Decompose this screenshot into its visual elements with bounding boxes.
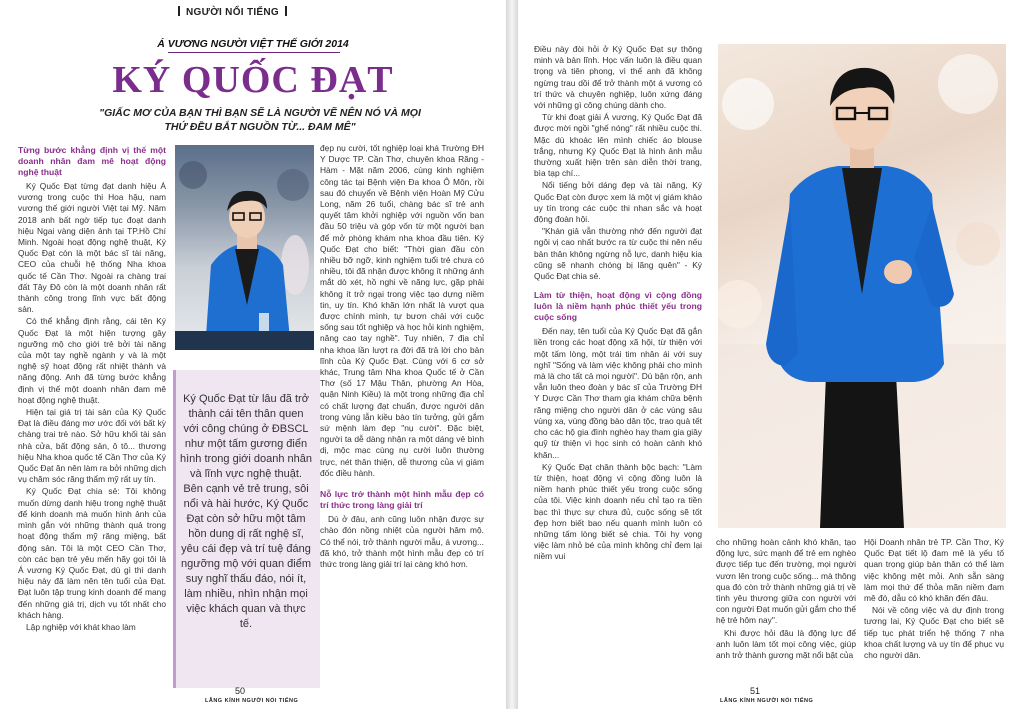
portrait-illustration <box>175 145 314 350</box>
tag-bar <box>285 6 287 16</box>
headline: KÝ QUỐC ĐẠT <box>112 59 394 101</box>
portrait-illustration <box>718 44 1006 528</box>
paragraph: Ký Quốc Đạt chân thành bộc bạch: "Làm từ thiện, hoạt động vì cộng đồng luôn là niềm hạnh phúc thiết yếu trong cuộc sống của tôi. Việc kinh doanh nếu chỉ tạo ra tiền bạc thì thực sự chưa đủ, cuộc sống sẽ tốt đẹp hơn biết bao nếu quanh mình luôn có những tấm lòng biết sẻ chia. Tôi hy vọng việc làm nhỏ bé của mình không chỉ đem lại niềm vui <box>534 461 702 562</box>
right-column-2 <box>716 537 856 662</box>
paragraph: cho những hoàn cảnh khó khăn, tạo động lực, sức mạnh để trẻ em nghèo được tiếp tục đến trường, mọi người vươn lên trong cuộc sống... mà thông qua đó còn trở thành những giá trị về tình yêu thương giữa con người với con người Đạt muốn gửi gắm cho thế hệ trẻ hôm nay". <box>716 537 856 626</box>
paragraph: Ký Quốc Đạt chia sẻ: Tôi không muốn dừng danh hiệu trong nghệ thuật để kinh doanh mà muốn hình ảnh của mình gắn với những thành quả trong hoạt động thẩm mỹ răng miệng, bất động sản. Tôi là một CEO Cần Thơ, còn các bạn trẻ yêu mến hãy gọi tôi là Á vương Ký Quốc Đạt, dù gì thì danh hiệu này đã làm nên tên tuổi của Đạt. Đạt luôn tập trung kinh doanh để mang đến những giá trị, dịch vụ tốt nhất cho khách hàng. <box>18 486 166 620</box>
section-tag <box>172 6 293 18</box>
subhead: "GIẤC MƠ CỦA BẠN THÌ BẠN SẼ LÀ NGƯỜI VẼ NÊN NÓ VÀ MỌI THỨ ĐỀU BẮT NGUỒN TỪ... ĐAM MÊ" <box>99 107 421 133</box>
kicker: Á VƯƠNG NGƯỜI VIỆT THẾ GIỚI 2014 <box>157 38 349 50</box>
left-column-3 <box>320 143 484 571</box>
section-heading: Nỗ lực trở thành một hình mẫu đẹp có trí thức trong làng giải trí <box>320 489 484 511</box>
paragraph: Ký Quốc Đạt từng đạt danh hiệu Á vương trong cuộc thi Hoa hậu, nam vương thế giới người Việt tại Mỹ. Năm 2018 anh bất ngờ tiếp tục đoạt danh hiệu Ngai vàng diện ảnh tại TP.Hồ Chí Minh. Ngoài hoạt động nghệ thuật, Ký Quốc Đạt còn là một bác sĩ tài năng, CEO của chuỗi hệ thống Nha khoa quốc tế Cần Thơ. Ngoài ra chàng trai đất Tây Đô còn là một doanh nhân rất thành công trong lĩnh vực bất động sản. <box>18 181 166 315</box>
footer-brand: LĂNG KÍNH NGƯỜI NỔI TIẾNG <box>205 698 299 704</box>
left-column-1 <box>18 143 166 634</box>
paragraph: Nói về công việc và dự định trong tương lai, Ký Quốc Đạt cho biết sẽ tiếp tục phát triển hệ thống 7 nha khoa chất lượng và uy tín để phục vụ cho người dân. <box>864 605 1004 661</box>
paragraph: Có thể khẳng định rằng, cái tên Ký Quốc Đạt là một hiện tượng gây ngưỡng mộ cho giới trẻ bởi tài năng của một tay nghề ngành y và là một nghệ sỹ hoạt động rất nhiệt thành và năng động. Anh đã từng bước khẳng định vị thế một doanh nhân đam mê hoạt động nghệ thuật. <box>18 316 166 405</box>
footer-brand: LĂNG KÍNH NGƯỜI NỔI TIẾNG <box>720 698 814 704</box>
kicker-rule <box>168 52 340 53</box>
right-column-1 <box>534 44 702 564</box>
portrait-photo-standing <box>718 44 1006 528</box>
paragraph: Điều này đòi hỏi ở Ký Quốc Đạt sự thông minh và bản lĩnh. Học vấn luôn là điều quan trọng và tiên phong, vì thế anh đã không ngừng trau dồi để trở thành một á vương có trí thức và chuyên nghiệp, luôn xứng đáng với những gì công chúng dành cho. <box>534 44 702 111</box>
portrait-photo-seated <box>175 145 314 350</box>
paragraph: Hiện tại giá trị tài sản của Ký Quốc Đạt là điều đáng mơ ước đối với bất kỳ chàng trai trẻ nào. Sở hữu khối tài sản nhà cửa, bất động sản, ô tô... thương hiệu Nha khoa quốc tế Cần Thơ của Ký Quốc Đạt ăn nên làm ra bởi những dịch vụ chăm sóc răng thẩm mỹ rất uy tín. <box>18 407 166 485</box>
page-number: 50 <box>235 686 246 696</box>
section-heading: Từng bước khẳng định vị thế một doanh nhân đam mê hoạt động nghệ thuật <box>18 145 166 177</box>
tag-bar <box>178 6 180 16</box>
gutter <box>506 0 518 709</box>
paragraph: "Khán giả vẫn thường nhớ đến người đạt ngôi vị cao nhất bước ra từ cuộc thi nên nếu bản thân không ngừng nỗ lực, danh hiệu kia cũng sẽ nhanh chóng bị lãng quên" - Ký Quốc Đạt chia sẻ. <box>534 226 702 282</box>
section-tag-label: NGƯỜI NỔI TIẾNG <box>186 7 279 18</box>
pull-quote: Ký Quốc Đạt từ lâu đã trở thành cái tên thân quen với công chúng ở ĐBSCL như một tấm gương điển hình trong giới doanh nhân và lĩnh vực nghệ thuật. Bên cạnh vẻ trẻ trung, sôi nổi và hài hước, Ký Quốc Đạt còn sở hữu một tâm hồn dung dị rất nghệ sĩ, yêu cái đẹp và trí tuệ đáng ngưỡng mộ với quan điểm suy nghĩ thấu đáo, nói ít, làm nhiều, nhìn nhận mọi việc khách quan và thực tế. <box>180 393 312 630</box>
paragraph: đẹp nụ cười, tốt nghiệp loại khá Trường ĐH Y Dược TP. Cần Thơ, chuyên khoa Răng - Hàm - Mặt năm 2006, cùng kinh nghiệm công tác tại Bệnh viện Đa khoa Ô Môn, rồi sau đó chuyển về Bệnh viện Hoàn Mỹ Cửu Long, năm 26 tuổi, chàng bác sĩ trẻ anh quyết tâm khởi nghiệp với nguồn vốn ban đầu 50 triệu và góp vốn từ một người bạn để mở phòng khám nha khoa đầu tiên. Ký Quốc Đạt cho biết: "Thời gian đầu còn nhiều bỡ ngỡ, kinh nghiệm tuổi trẻ chưa có nhiều, tôi đã nhận được không ít những ánh mắt dò xét, hồ nghi về năng lực, gặp phải không ít trở ngại trong việc tạo dựng niềm tin, uy tín. Khó khăn lớn nhất là vượt qua được chính mình, tự bươn chải với cuộc sống sau tốt nghiệp và học hỏi kinh nghiệm, năng cao tay nghề". Tuy nhiên, 7 địa chỉ nha khoa lần lượt ra đời đã trả lời cho bản lĩnh của Ký Quốc Đạt. Cùng với 6 cơ sở khác, Trung tâm Nha khoa Quốc tế ở Cần Thơ (số 17 Mậu Thân, phường An Hòa, quận Ninh Kiều) là một trong những địa chỉ có chất lượng đạt chuẩn, được người dân trong vùng lẫn kiều bào tín tưởng, gửi gắm sứ mệnh làm đẹp "nụ cười". Đặc biệt, người ta dễ dàng nhận ra một dáng vẻ bình dị, mộc mạc cùng nụ cười luôn thường trực, nét thân thiện, dễ thương của vị giám đốc điều hành. <box>320 143 484 478</box>
paragraph: Từ khi đoạt giải Á vương, Ký Quốc Đạt đã được mời ngồi "ghế nóng" rất nhiều cuộc thi. Mặc dù khoác lên mình chiếc áo blouse trắng, nhưng Ký Quốc Đạt là hình ảnh mẫu thường xuất hiện trên sàn diễn thời trang, bìa tạp chí... <box>534 112 702 179</box>
section-heading: Làm từ thiện, hoạt động vì cộng đồng luôn là niềm hạnh phúc thiết yếu trong cuộc sống <box>534 290 702 323</box>
paragraph: Hội Doanh nhân trẻ TP. Cần Thơ, Ký Quốc Đạt tiết lộ đam mê là yếu tố quan trọng giúp bản thân có thể làm việc không mệt mỏi. Anh sẵn sàng làm mọi thứ để thỏa mãn niềm đam mê đó, dẫu có khó khăn đến đâu. <box>864 537 1004 604</box>
paragraph: Lập nghiệp với khát khao làm <box>26 621 136 632</box>
paragraph: Nổi tiếng bởi dáng đẹp và tài năng, Ký Quốc Đạt còn được xem là một vị giám khảo uy tín trong các cuộc thi nhan sắc và hoạt động đoàn hội. <box>534 180 702 225</box>
paragraph: Dù ở đâu, anh cũng luôn nhận được sự chào đón nồng nhiệt của người hâm mộ. Có thể nói, trở thành người mẫu, á vương... đã khó, trở thành một hình mẫu đẹp có trí thức trong làng giải trí lại càng khó hơn. <box>320 514 484 569</box>
paragraph: Đến nay, tên tuổi của Ký Quốc Đạt đã gắn liền trong các hoạt động xã hội, từ thiện với một tấm lòng, một trái tim nhân ái với suy nghĩ "Sống và làm việc không phải cho mình mà là cho tất cả mọi người". Dù bận rộn, anh vẫn luôn theo đoàn y bác sĩ của Trường ĐH Y Dược Cần Thơ tham gia khám chữa bệnh răng miệng cho người dân ở các vùng sâu vùng xa, vùng đồng bào dân tộc, trao quà tết cho các hộ gia đình nghèo hay tham gia giây quỹ từ thiện vì học sinh có hoàn cảnh khó khăn... <box>534 326 702 460</box>
left-page <box>0 0 506 709</box>
right-column-3 <box>864 537 1004 662</box>
page-number: 51 <box>750 686 761 696</box>
right-page <box>518 0 1024 709</box>
paragraph: Khi được hỏi đâu là động lực để anh luôn làm tốt mọi công việc, giúp anh trở thành gương mặt nổi bật của <box>716 627 856 661</box>
